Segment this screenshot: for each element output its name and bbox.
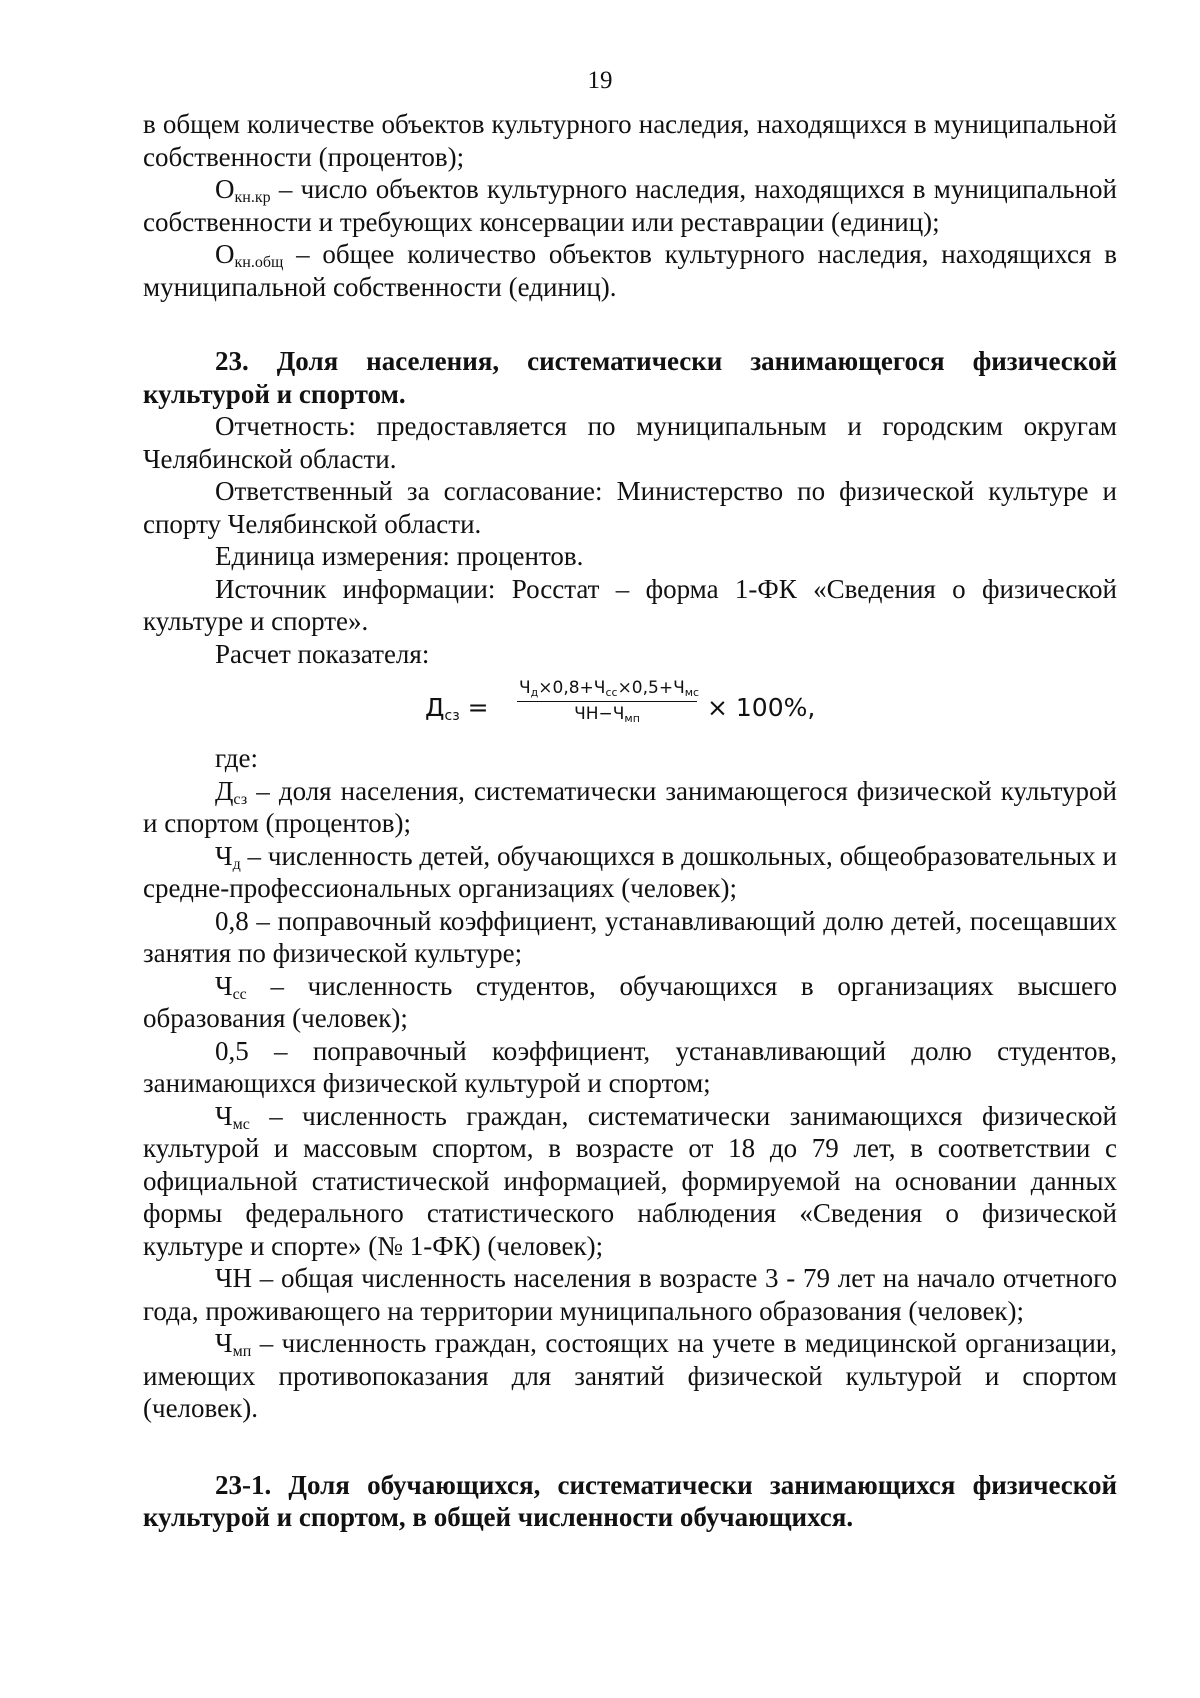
definition-text: – общая численность населения в возрасте 3 - 79 лет на начало отчетного года, проживающего на территории муниципального образования (человек); [143,1263,1117,1326]
definition-symbol: 0,8 [215,905,249,936]
definition-text: – общее количество объектов культурного наследия, находящихся в муниципальной собственности (единиц). [143,239,1117,302]
where-label: где: [215,743,258,773]
definition-symbol: Д [215,775,234,806]
formula-lhs: $Д_{сз}$ = [425,693,489,724]
calculation-label: Расчет показателя: [215,638,430,669]
definition-subscript: сс [232,985,247,1003]
definition-item [143,775,1117,840]
definition-symbol: Ч [215,1328,233,1358]
definition-symbol: О [215,174,235,204]
formula-fraction [517,676,700,726]
section-spacer [143,1425,1117,1469]
definition-text: – поправочный коэффициент, устанавливающий долю студентов, занимающихся физической культурой и спортом; [143,1035,1117,1098]
definition-item [143,1327,1117,1425]
definition-item [143,970,1117,1035]
definition-text: – численность граждан, состоящих на учете в медицинской организации, имеющих противопоказания для занятий физической культурой и спортом (человек). [143,1328,1117,1423]
definition-subscript: кн.кр [234,189,271,206]
definitions-list [143,775,1117,1425]
section-23-1-heading: 23-1. Доля обучающихся, систематически занимающихся физической культурой и спортом, в общей численности обучающихся. [143,1469,1117,1532]
page-number: 19 [587,67,613,94]
formula-denominator: $ЧН-Ч_{мп}$ [574,704,640,725]
definition-text: – численность граждан, систематически занимающихся физической культурой и массовым спортом, в возрасте от 18 до 79 лет, в соответствии с официальной статистической информацией, формируемой на основании данных формы федерального статистического наблюдения «Сведения о физической культуре и спорте» (№ 1-ФК) (человек); [143,1100,1117,1261]
definition-symbol: Ч [215,1100,233,1131]
responsible-paragraph: Ответственный за согласование: Министерство по физической культуре и спорту Челябинской области. [143,476,1117,539]
definition-symbol: 0,5 [215,1035,249,1066]
definition-symbol: ЧН [215,1263,253,1293]
definition-item [143,840,1117,905]
reporting-paragraph: Отчетность: предоставляется по муниципальным и городским округам Челябинской области. [143,411,1117,474]
definition-symbol: Ч [215,970,233,1001]
formula [143,674,1117,740]
definition-text: – поправочный коэффициент, устанавливающий долю детей, посещавших занятия по физической культуре; [143,905,1117,968]
definition-item [143,1262,1117,1327]
definition-subscript: кн.общ [234,254,284,271]
formula-numerator: $Ч_д\times 0,8+Ч_{сс}\times 0,5+Ч_{мс}$ [517,676,697,702]
definition-item [143,1035,1117,1100]
definition-text: – доля населения, систематически занимающегося физической культурой и спортом (процентов); [143,775,1117,838]
definition-symbol: Ч [215,840,233,871]
unit-paragraph: Единица измерения: процентов. [215,541,584,571]
definition-text: – число объектов культурного наследия, находящихся в муниципальной собственности и требующих консервации или реставрации (единиц); [143,174,1117,237]
definition-symbol: О [215,239,235,269]
definition-subscript: сз [233,790,248,808]
definition-subscript: д [232,855,241,873]
definition-subscript: мс [232,1115,250,1133]
definition-o-kn-kr [143,173,1117,238]
section-spacer [143,303,1117,345]
source-paragraph: Источник информации: Росстат – форма 1-ФК «Сведения о физической культуре и спорте». [143,573,1117,636]
definition-o-kn-obsch [143,238,1117,303]
page-body [143,108,1117,1534]
intro-paragraph: в общем количестве объектов культурного наследия, находящихся в муниципальной собственности (процентов); [143,109,1117,172]
formula-rhs: × 100%, [707,693,816,722]
definition-item [143,905,1117,970]
section-23-heading: 23. Доля населения, систематически занимающегося физической культурой и спортом. [143,346,1117,409]
definition-item [143,1100,1117,1263]
definition-text: – численность детей, обучающихся в дошкольных, общеобразовательных и средне-профессиональных организациях (человек); [143,840,1117,903]
definition-subscript: мп [232,1343,252,1360]
definition-text: – численность студентов, обучающихся в организациях высшего образования (человек); [143,970,1117,1033]
